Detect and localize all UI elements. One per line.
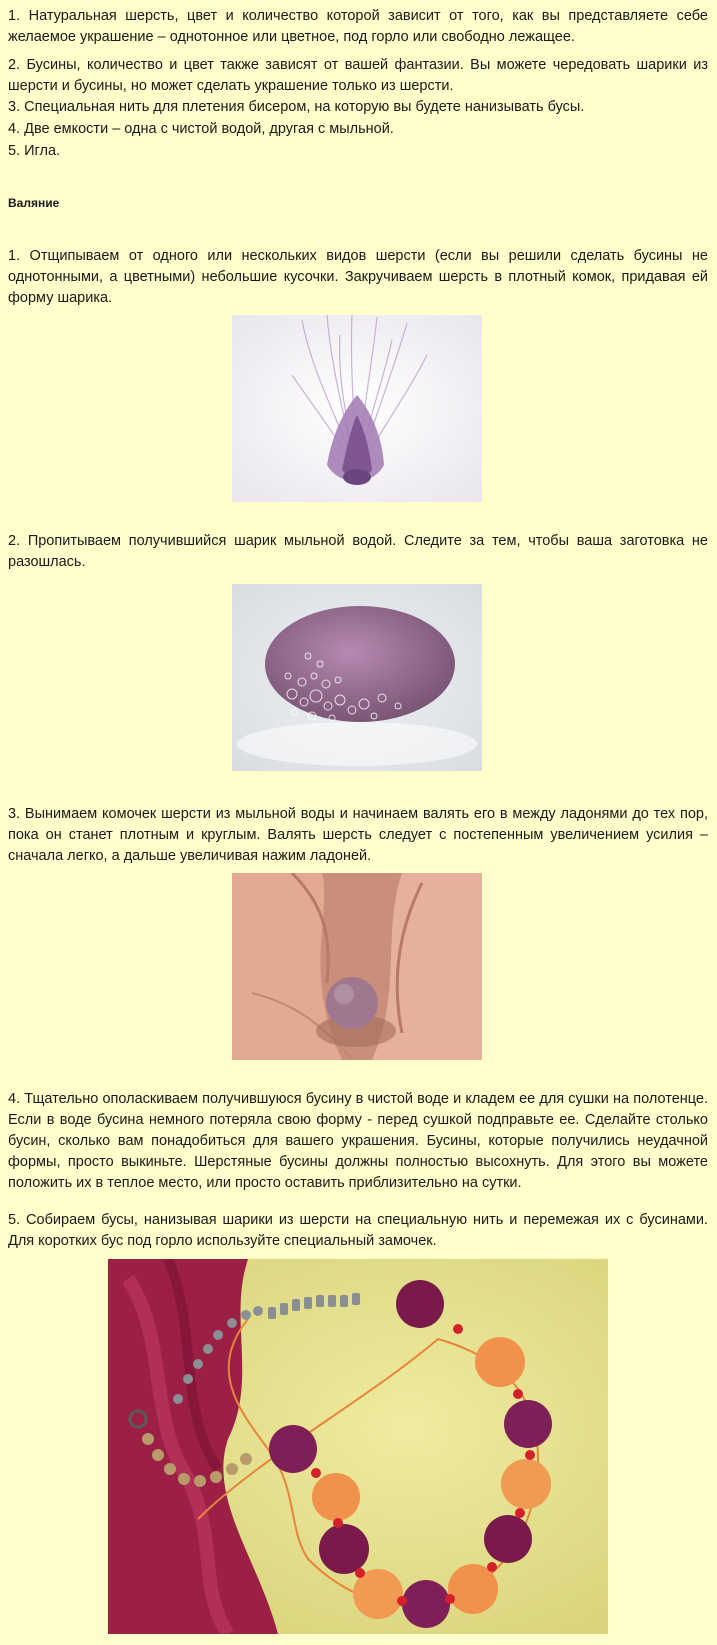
- materials-item-3: 3. Специальная нить для плетения бисером, на которую вы будете нанизывать бусы.: [8, 99, 585, 115]
- wool-tuft-photo: [232, 315, 482, 502]
- step-2-text: 2. Пропитываем получившийся шарик мыльной водой. Следите за тем, чтобы ваша заготовка не разошлась.: [8, 533, 708, 570]
- materials-item-4: 4. Две емкости – одна с чистой водой, другая с мыльной.: [8, 121, 394, 137]
- soapy-wool-photo: [232, 584, 482, 771]
- materials-item-5: 5. Игла.: [8, 143, 61, 159]
- finished-necklace-photo: [108, 1259, 608, 1634]
- step-1-text: 1. Отщипываем от одного или нескольких видов шерсти (если вы решили сделать бусины не однотонными, а цветными) небольшие кусочки. Закручиваем шерсть в плотный комок, придавая ей форму шарика.: [8, 248, 708, 306]
- hands-rolling-ball-photo: [232, 873, 482, 1060]
- step-4-text: 4. Тщательно ополаскиваем получившуюся бусину в чистой воде и кладем ее для сушки на полотенце. Если в воде бусина немного потеряла свою форму - перед сушкой подправьте ее. Сделайте столько бусин, сколько вам понадобиться для вашего украшения. Бусины, которые получились неудачной формы, просто выкиньте. Шерстяные бусины должны полностью высохнуть. Для этого вы можете положить их в теплое место, или просто оставить приблизительно на сутки.: [8, 1091, 708, 1191]
- step-3-text: 3. Вынимаем комочек шерсти из мыльной воды и начинаем валять его в между ладонями до тех пор, пока он станет плотным и круглым. Валять шерсть следует с постепенным увеличением усилия – сначала легко, а дальше увеличивая нажим ладоней.: [8, 806, 708, 864]
- section-heading: Валяние: [8, 196, 60, 210]
- materials-item-2: 2. Бусины, количество и цвет также зависят от вашей фантазии. Вы можете чередовать шарики из шерсти и бусины, но может сделать украшение только из шерсти.: [8, 57, 708, 94]
- materials-item-1: 1. Натуральная шерсть, цвет и количество которой зависит от того, как вы представляете себе желаемое украшение – однотонное или цветное, под горло или свободно лежащее.: [8, 8, 708, 45]
- step-5-text: 5. Собираем бусы, нанизывая шарики из шерсти на специальную нить и перемежая их с бусинами. Для коротких бус под горло используйте специальный замочек.: [8, 1212, 708, 1249]
